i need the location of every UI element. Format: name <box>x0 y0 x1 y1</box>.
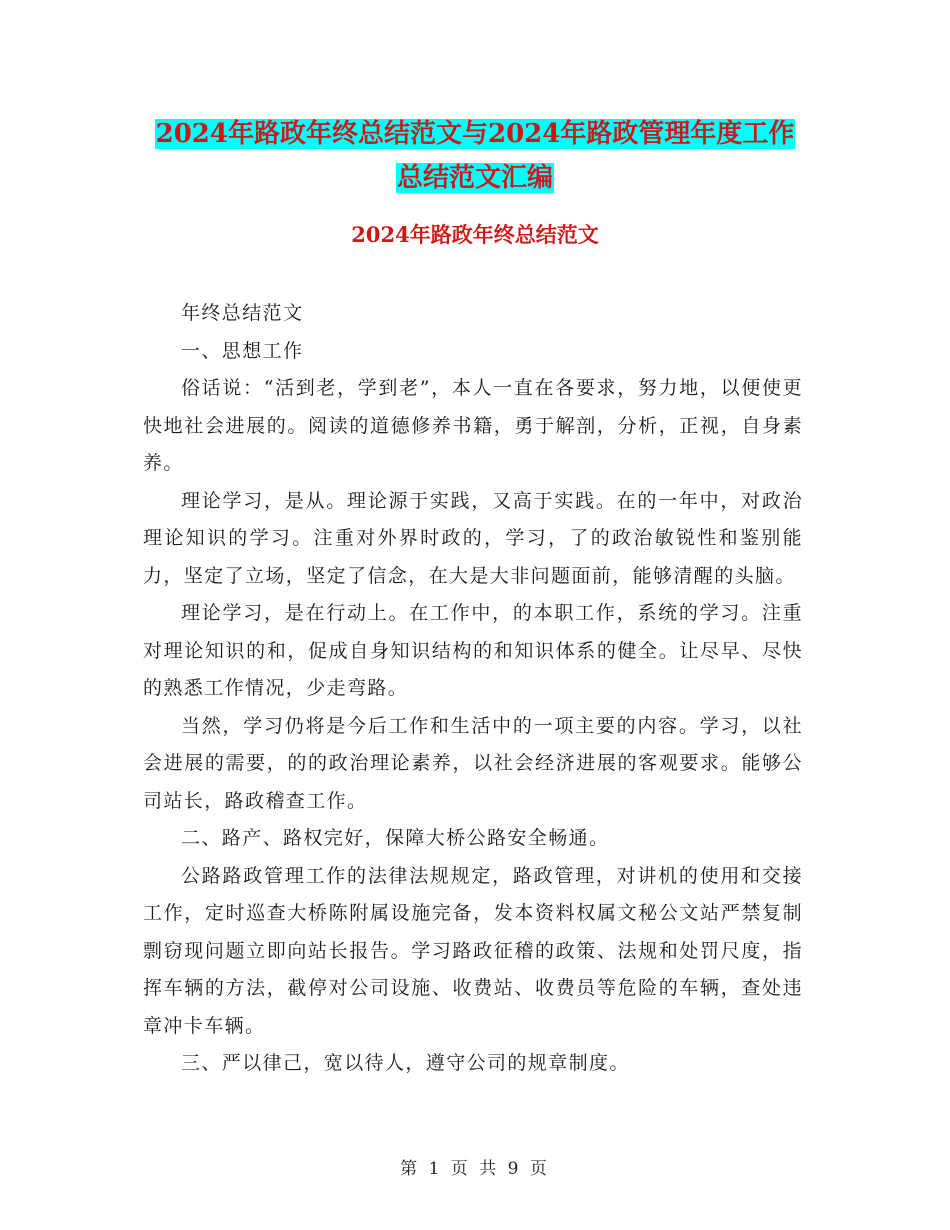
title-line-2: 总结范文汇编 <box>396 163 553 193</box>
document-title <box>140 112 810 200</box>
paragraph-section-1: 一、思想工作 <box>181 339 304 362</box>
page-number-footer: 第 1 页 共 9 页 <box>400 1159 550 1179</box>
paragraph: 公路路政管理工作的法律法规规定，路政管理，对讲机的使用和交接工作，定时巡查大桥陈附属设施完备，发本资料权属文秘公文站严禁复制剽窃现问题立即向站长报告。学习路政征稽的政策、法规和处罚尺度，指挥车辆的方法，截停对公司设施、收费站、收费员等危险的车辆，查处违章冲卡车辆。 <box>143 864 803 1037</box>
paragraph-section-2: 二、路产、路权完好，保障大桥公路安全畅通。 <box>181 827 610 849</box>
title-line-1: 2024年路政年终总结范文与2024年路政管理年度工作 <box>155 119 795 149</box>
paragraph: 俗话说：“活到老，学到老”，本人一直在各要求，努力地，以便使更快地社会进展的。阅读的道德修养书籍，勇于解剖，分析，正视，自身素养。 <box>143 377 803 474</box>
paragraph: 理论学习，是在行动上。在工作中，的本职工作，系统的学习。注重对理论知识的和，促成自身知识结构的和知识体系的健全。让尽早、尽快的熟悉工作情况，少走弯路。 <box>143 602 803 699</box>
paragraph-heading: 年终总结范文 <box>181 302 304 324</box>
paragraph: 当然，学习仍将是今后工作和生活中的一项主要的内容。学习，以社会进展的需要，的的政治理论素养，以社会经济进展的客观要求。能够公司站长，路政稽查工作。 <box>143 714 803 812</box>
document-body <box>143 295 803 1083</box>
paragraph: 理论学习，是从。理论源于实践，又高于实践。在的一年中，对政治理论知识的学习。注重对外界时政的，学习，了的政治敏锐性和鉴别能力，坚定了立场，坚定了信念，在大是大非问题面前，能够清醒的头脑。 <box>143 489 803 587</box>
section-title: 2024年路政年终总结范文 <box>351 222 599 247</box>
paragraph-section-3: 三、严以律己，宽以待人，遵守公司的规章制度。 <box>181 1052 630 1074</box>
